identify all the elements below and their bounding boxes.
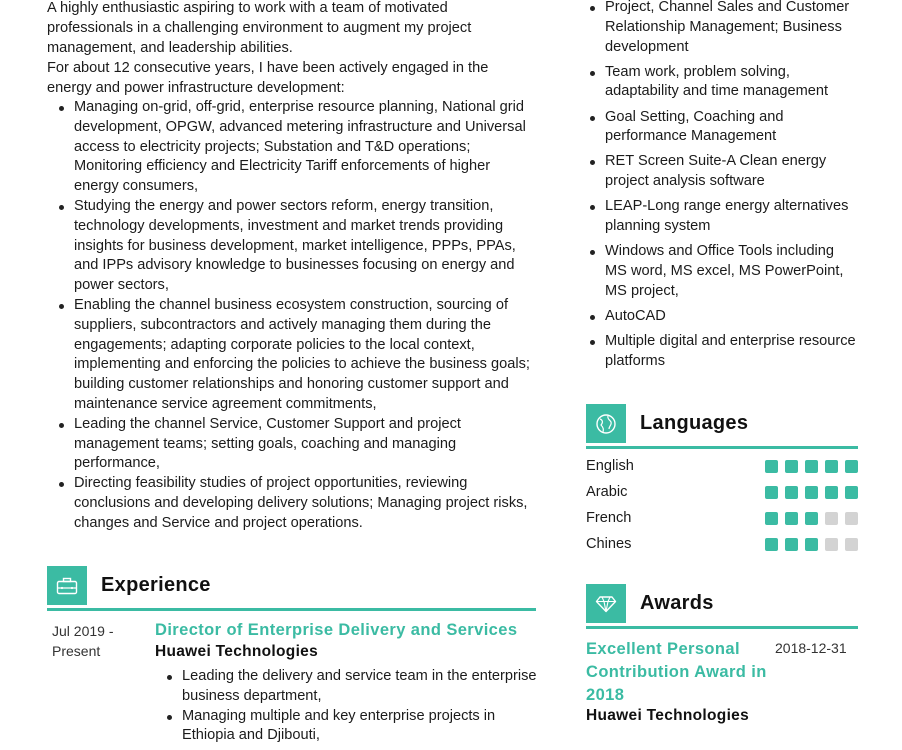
summary-paragraph-2: For about 12 consecutive years, I have been actively engaged in the energy and power infrastructure development: <box>47 60 489 96</box>
skill-item: Team work, problem solving, adaptability and time management <box>605 63 858 103</box>
skill-item: Windows and Office Tools including MS word, MS excel, MS PowerPoint, MS project, <box>605 242 858 301</box>
awards-header <box>586 584 714 623</box>
level-dot-filled <box>765 460 778 473</box>
briefcase-icon <box>47 566 87 605</box>
level-dot-filled <box>825 460 838 473</box>
level-dot-filled <box>785 460 798 473</box>
summary-bullet: Directing feasibility studies of project opportunities, reviewing conclusions and developing delivery solutions; Managing project risks, changes and Service and project operations. <box>74 474 537 533</box>
level-dot-filled <box>805 486 818 499</box>
level-dot-filled <box>845 486 858 499</box>
language-level <box>765 460 858 473</box>
level-dot-filled <box>785 512 798 525</box>
job-title: Director of Enterprise Delivery and Services <box>155 621 518 639</box>
languages-heading: Languages <box>640 412 749 434</box>
job-bullet: Leading the delivery and service team in the enterprise business department, <box>182 667 542 707</box>
level-dot-filled <box>825 486 838 499</box>
level-dot-filled <box>765 512 778 525</box>
summary-bullet: Enabling the channel business ecosystem construction, sourcing of suppliers, subcontractors and actively managing them during the engagements; adapting corporate policies to the local context, implementing and enforcing the policies to achieve the business goals; building customer relationships and honoring customer support and maintenance service agreement commitments, <box>74 296 537 415</box>
level-dot-empty <box>845 512 858 525</box>
level-dot-empty <box>825 512 838 525</box>
skills-section <box>586 0 858 377</box>
experience-divider <box>47 608 536 611</box>
job-date-range <box>52 621 113 661</box>
level-dot-filled <box>805 512 818 525</box>
level-dot-filled <box>785 486 798 499</box>
globe-icon <box>586 404 626 443</box>
awards-heading: Awards <box>640 592 714 614</box>
experience-header <box>47 566 211 605</box>
level-dot-filled <box>765 486 778 499</box>
summary-bullet-list <box>47 98 537 534</box>
diamond-icon <box>586 584 626 623</box>
job-bullet-list <box>155 667 542 746</box>
level-dot-filled <box>805 460 818 473</box>
summary-bullet: Studying the energy and power sectors reform, energy transition, technology developments, investment and market trends providing insights for business development, market intelligence, PPPs, PPAs, and IPPs advisory knowledge to businesses focusing on energy and power sectors, <box>74 197 537 296</box>
level-dot-empty <box>825 538 838 551</box>
language-name: French <box>586 510 632 526</box>
language-name: English <box>586 458 634 474</box>
level-dot-empty <box>845 538 858 551</box>
skill-item: AutoCAD <box>605 307 858 327</box>
language-row <box>586 479 858 505</box>
language-name: Chines <box>586 536 632 552</box>
language-level <box>765 512 858 525</box>
award-issuer: Huawei Technologies <box>586 707 750 724</box>
level-dot-filled <box>765 538 778 551</box>
level-dot-filled <box>845 460 858 473</box>
language-row <box>586 531 858 557</box>
summary-bullet: Leading the channel Service, Customer Support and project management teams; setting goals, coaching and managing performance, <box>74 415 537 474</box>
summary-section <box>47 0 537 534</box>
summary-bullet: Managing on-grid, off-grid, enterprise resource planning, National grid development, OPGW, advanced metering infrastructure and Universal access to electricity projects; Substation and T&D operations; Monitoring efficiency and Electricity Tariff enforcements of higher energy consumers, <box>74 98 537 197</box>
skill-item: RET Screen Suite-A Clean energy project analysis software <box>605 152 858 192</box>
award-title: Excellent Personal Contribution Award in 2018 <box>586 640 767 704</box>
summary-paragraph-1: A highly enthusiastic aspiring to work with a team of motivated professionals in a challenging environment to augment my project management, and leadership abilities. <box>47 0 472 56</box>
awards-divider <box>586 626 858 629</box>
language-level <box>765 538 858 551</box>
award-date: 2018-12-31 <box>775 640 847 656</box>
level-dot-filled <box>785 538 798 551</box>
language-name: Arabic <box>586 484 628 500</box>
languages-header <box>586 404 748 443</box>
language-level <box>765 486 858 499</box>
job-company: Huawei Technologies <box>155 643 319 660</box>
level-dot-filled <box>805 538 818 551</box>
skill-item: LEAP-Long range energy alternatives planning system <box>605 197 858 237</box>
job-date-start: Jul 2019 - <box>52 623 114 639</box>
skill-item: Goal Setting, Coaching and performance Management <box>605 108 858 148</box>
language-row <box>586 505 858 531</box>
job-date-end: Present <box>52 643 101 659</box>
job-bullet: Managing multiple and key enterprise projects in Ethiopia and Djibouti, <box>182 707 542 747</box>
language-row <box>586 453 858 479</box>
skills-bullet-list <box>586 0 858 372</box>
experience-heading: Experience <box>101 574 211 596</box>
languages-divider <box>586 446 858 449</box>
skill-item: Project, Channel Sales and Customer Relationship Management; Business development <box>605 0 858 57</box>
skill-item: Multiple digital and enterprise resource platforms <box>605 332 858 372</box>
